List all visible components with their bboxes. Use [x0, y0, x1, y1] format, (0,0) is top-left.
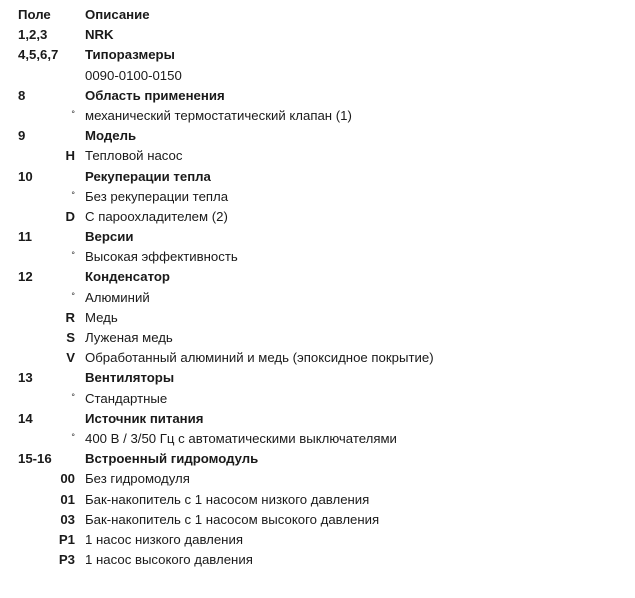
- table-body: [0, 25, 635, 570]
- option-code: S: [66, 330, 75, 345]
- option-code: P1: [58, 531, 75, 547]
- option-code: °: [71, 189, 75, 200]
- field-number: 9: [18, 128, 26, 144]
- option-code: °: [71, 431, 75, 442]
- table-row: [0, 368, 635, 388]
- field-column-header: Поле: [18, 7, 51, 22]
- field-number: 8: [18, 87, 26, 103]
- option-description: Луженая медь: [85, 330, 173, 345]
- option-code: H: [65, 148, 75, 164]
- table-row: [0, 187, 635, 207]
- section-title: Версии: [85, 229, 134, 245]
- section-title: Источник питания: [85, 410, 204, 426]
- option-description: Без рекуперации тепла: [85, 188, 229, 204]
- table-row: [0, 267, 635, 287]
- section-title: Типоразмеры: [85, 47, 175, 63]
- field-number: 11: [18, 229, 32, 245]
- table-row: [0, 288, 635, 308]
- description-column-header: Описание: [85, 7, 150, 22]
- field-number: 4,5,6,7: [18, 47, 59, 63]
- table-row: [0, 308, 635, 328]
- option-code: °: [71, 250, 75, 261]
- table-row: [0, 389, 635, 409]
- section-title: Модель: [85, 128, 137, 144]
- option-code: D: [65, 208, 75, 224]
- option-code: V: [66, 350, 75, 366]
- option-description: 1 насос высокого давления: [85, 552, 253, 568]
- section-title: NRK: [85, 27, 114, 43]
- table-row: [0, 146, 635, 166]
- option-code: R: [65, 309, 75, 325]
- table-row: [0, 207, 635, 227]
- table-header: [0, 5, 635, 25]
- section-title: Рекуперации тепла: [85, 168, 211, 184]
- table-row: [0, 45, 635, 65]
- option-description: механический термостатический клапан (1): [85, 107, 352, 123]
- table-row: [0, 126, 635, 146]
- table-row: [0, 25, 635, 45]
- table-row: [0, 328, 635, 348]
- field-number: 14: [18, 410, 33, 426]
- table-row: [0, 247, 635, 267]
- option-description: 1 насос низкого давления: [85, 531, 243, 547]
- table-row: [0, 167, 635, 187]
- table-row: [0, 530, 635, 550]
- option-description: Алюминий: [85, 289, 150, 305]
- option-code: 03: [60, 511, 75, 527]
- section-title: Вентиляторы: [85, 370, 175, 386]
- field-number: 13: [18, 370, 33, 386]
- table-row: [0, 510, 635, 530]
- option-description: Без гидромодуля: [85, 471, 190, 487]
- option-description: Бак-накопитель с 1 насосом низкого давления: [85, 491, 370, 507]
- table-row: [0, 86, 635, 106]
- option-code: °: [71, 108, 75, 119]
- table-row: [0, 227, 635, 247]
- table-row: [0, 66, 635, 86]
- option-code: 00: [60, 471, 75, 487]
- option-description: Тепловой насос: [85, 148, 183, 164]
- table-row: [0, 429, 635, 449]
- section-title: Конденсатор: [85, 269, 170, 285]
- option-code: 01: [60, 491, 75, 507]
- option-code: P3: [58, 552, 75, 568]
- table-row: [0, 409, 635, 429]
- table-row: [0, 348, 635, 368]
- field-number: 15-16: [18, 451, 52, 467]
- option-code: °: [71, 391, 75, 402]
- option-description: Стандартные: [85, 390, 168, 406]
- field-number: 12: [18, 269, 33, 285]
- option-description: 0090-0100-0150: [85, 67, 182, 83]
- field-number: 10: [18, 168, 33, 184]
- table-row: [0, 550, 635, 570]
- option-description: Бак-накопитель с 1 насосом высокого давления: [85, 511, 380, 527]
- table-row: [0, 449, 635, 469]
- table-row: [0, 490, 635, 510]
- option-description: С пароохладителем (2): [85, 208, 228, 224]
- option-code: °: [71, 290, 75, 301]
- table-row: [0, 106, 635, 126]
- option-description: Медь: [85, 309, 118, 325]
- option-description: Обработанный алюминий и медь (эпоксидное покрытие): [85, 350, 434, 366]
- option-description: 400 В / 3/50 Гц с автоматическими выключателями: [85, 430, 397, 446]
- field-number: 1,2,3: [18, 27, 48, 43]
- section-title: Встроенный гидромодуль: [85, 451, 259, 467]
- table-row: [0, 469, 635, 489]
- option-description: Высокая эффективность: [85, 249, 238, 265]
- section-title: Область применения: [85, 87, 225, 103]
